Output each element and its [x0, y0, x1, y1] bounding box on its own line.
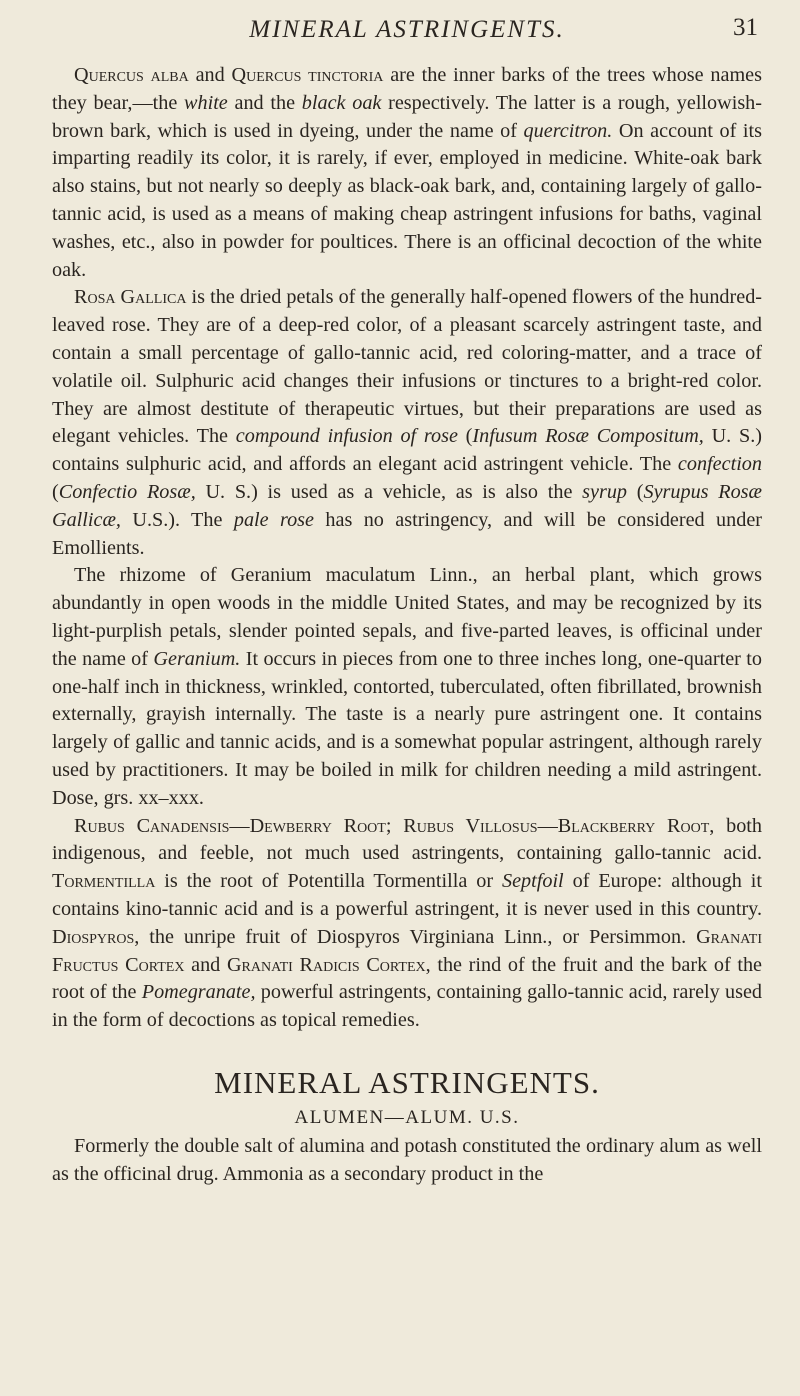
small-caps-term: Tormentilla — [52, 870, 156, 893]
small-caps-term: Rosa Gallica — [74, 286, 187, 309]
paragraph-quercus — [52, 62, 762, 284]
running-head — [52, 0, 762, 62]
text-run: and — [184, 953, 227, 976]
text-run: U. S.) is used as a vehicle, as is also the — [195, 480, 583, 503]
italic-term: quercitron. — [523, 119, 613, 142]
paragraph-rosa-gallica — [52, 284, 762, 562]
text-run: of Europe: although it contains kino-tannic acid and is a powerful astringent, it is never used in this country. — [52, 870, 762, 920]
paragraph-geranium — [52, 562, 762, 812]
body-text — [52, 62, 762, 1035]
italic-term: Pomegranate, — [141, 981, 256, 1004]
italic-term: Infusum Rosæ Compositum, — [472, 425, 704, 448]
text-run: respectively. The latter is a rough, yellowish-brown bark, which is used in dyeing, under the name of — [52, 91, 762, 142]
text-run: the unripe fruit of Diospyros Virginiana Linn., or Persimmon. — [139, 925, 697, 948]
italic-term: Confectio Rosæ, — [58, 480, 196, 503]
text-run: powerful astringents, containing gallo-tannic acid, rarely used in the form of decoctions as topical remedies. — [52, 981, 762, 1032]
running-title: MINERAL ASTRINGENTS. — [249, 16, 565, 43]
text-run: It occurs in pieces from one to three inches long, one-quarter to one-half inch in thickness, wrinkled, contorted, tuberculated, often fibrillated, brownish externally, grayish internally. The taste is a nearly pure astringent one. It contains largely of gallic and tannic acids, and is a somewhat popular astringent, although rarely used by practitioners. It may be boiled in milk for children needing a mild astringent. Dose, grs. xx–xxx. — [52, 647, 762, 809]
text-run: U.S.). The — [120, 508, 234, 531]
italic-term: Septfoil — [501, 870, 564, 893]
small-caps-term: Quercus alba — [74, 64, 189, 86]
text-run: ; — [385, 814, 404, 837]
text-run: ( — [457, 425, 473, 448]
section-heading: MINERAL ASTRINGENTS. — [214, 1064, 600, 1100]
italic-term: Geranium. — [153, 647, 241, 670]
text-run: both indigenous, and feeble, not much used astringents, containing gallo-tannic acid. — [52, 814, 762, 865]
text-run: On account of its imparting readily its color, it is rarely, if ever, employed in medicine. White-oak bark also stains, but not nearly so deeply as black-oak bark, and, containing largely of gallo-tannic acid, is used as a means of making cheap astringent infusions for baths, vaginal washes, etc., also in powder for poultices. There is an officinal decoction of the white oak. — [52, 119, 762, 281]
text-run: is the dried petals of the generally half-opened flowers of the hundred-leaved rose. They are of a deep-red color, of a pleasant scarcely astringent taste, and contain a small percentage of gallo-tannic acid, red coloring-matter, and a trace of volatile oil. Sulphuric acid changes their infusions or tinctures to a bright-red color. They are almost destitute of therapeutic virtues, but their preparations are used as elegant vehicles. The — [52, 286, 763, 448]
page-number: 31 — [733, 14, 758, 41]
small-caps-term: Diospyros, — [52, 925, 140, 948]
small-caps-term: Granati Radicis Cortex, — [226, 953, 431, 976]
text-run: has no astringency, and will be considered under Emollients. — [52, 508, 762, 559]
italic-term: Syrupus Rosæ Gallicæ, — [52, 480, 762, 531]
paragraph-alum: Formerly the double salt of alumina and potash constituted the ordinary alum as well as the officinal drug. Ammonia as a secondary product in the — [52, 1134, 762, 1185]
section-subheading: ALUMEN—ALUM. U.S. — [294, 1106, 520, 1128]
small-caps-term: Granati Fructus Cortex — [52, 925, 762, 976]
italic-term: white — [184, 91, 228, 114]
text-run: and the — [227, 91, 302, 114]
section-body — [52, 1133, 762, 1189]
small-caps-term: Rubus Canadensis—Dewberry Root — [74, 814, 386, 837]
text-run: the rind of the fruit and the bark of the root of the — [52, 953, 762, 1004]
italic-term: black oak — [301, 91, 382, 114]
paragraph-rubus — [52, 813, 762, 1035]
text-run: are the inner barks of the trees whose names they bear,—the — [52, 64, 762, 114]
italic-term: syrup — [582, 480, 628, 503]
text-run: and — [188, 64, 232, 86]
italic-term: compound infusion of rose — [235, 425, 458, 448]
small-caps-term: Rubus Villosus—Blackberry Root, — [403, 814, 715, 837]
italic-term: pale rose — [233, 508, 315, 531]
text-run: is the root of Potentilla Tormentilla or — [155, 870, 502, 893]
text-run: ( — [52, 480, 59, 503]
italic-term: confection — [677, 453, 762, 476]
text-run: U. S.) contains sulphuric acid, and affords an elegant acid astringent vehicle. The — [52, 425, 762, 476]
small-caps-term: Quercus tinctoria — [231, 64, 384, 86]
text-run: The rhizome of Geranium maculatum Linn., an herbal plant, which grows abundantly in open woods in the middle United States, and may be recognized by its light-purplish petals, slender pointed sepals, and five-parted leaves, is officinal under the name of — [52, 564, 762, 670]
text-run: ( — [627, 480, 644, 503]
